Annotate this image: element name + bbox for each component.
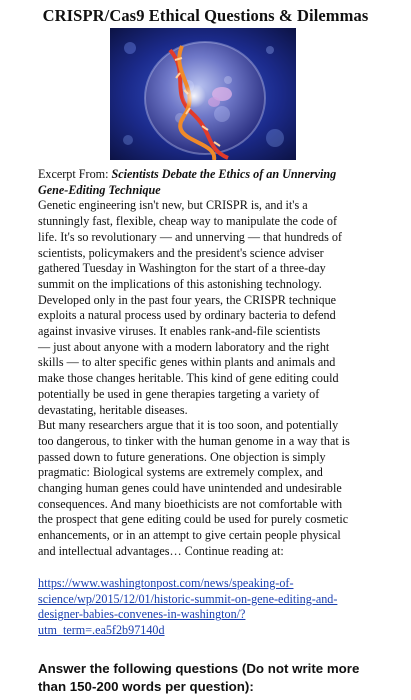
- excerpt-line: passed down to future generations. One objection is simply: [38, 449, 326, 464]
- excerpt-line: consequences. And many bioethicists are not comfortable with: [38, 496, 343, 511]
- source-link[interactable]: [38, 576, 388, 639]
- dna-cell-illustration-svg: [110, 28, 296, 160]
- excerpt-line: summit on the implications of this astonishing technology.: [38, 276, 322, 291]
- excerpt-prefix: Excerpt From:: [38, 167, 112, 181]
- excerpt-line: changing human genes could have unintended and undesirable: [38, 481, 342, 496]
- source-link-line[interactable]: https://www.washingtonpost.com/news/speaking-of-: [38, 576, 294, 590]
- excerpt-line: too dangerous, to tinker with the human genome in a way that is: [38, 433, 350, 448]
- source-link-line[interactable]: utm_term=.ea5f2b97140d: [38, 623, 165, 638]
- source-link-line[interactable]: designer-babies-convenes-in-washington/?: [38, 607, 246, 622]
- excerpt-line: make those changes heritable. This kind of gene editing could: [38, 371, 339, 386]
- question-heading: [38, 660, 398, 696]
- source-title-line1: Scientists Debate the Ethics of an Unnerving: [111, 167, 337, 181]
- excerpt-line: Genetic engineering isn't new, but CRISPR is, and it's a: [38, 198, 308, 213]
- excerpt-line: stunningly fast, flexible, cheap way to manipulate the code of: [38, 214, 338, 229]
- excerpt-line: potentially be used in gene therapies targeting a variety of: [38, 386, 320, 401]
- excerpt-line: the prospect that gene editing could be used for purely cosmetic: [38, 512, 349, 527]
- dna-cell-illustration: [110, 28, 296, 160]
- source-title-line2: Gene-Editing Technique: [38, 182, 161, 197]
- excerpt-line: skills — to alter specific genes within plants and animals and: [38, 355, 336, 370]
- excerpt-line: But many researchers argue that it is too soon, and potentially: [38, 418, 339, 433]
- excerpt-line: Developed only in the past four years, the CRISPR technique: [38, 292, 337, 307]
- excerpt-body: [38, 167, 388, 560]
- page-title: CRISPR/Cas9 Ethical Questions & Dilemmas: [42, 6, 369, 25]
- excerpt-line: exploits a natural process used by ordinary bacteria to defend: [38, 308, 336, 323]
- source-title-line2-row: [38, 183, 388, 199]
- excerpt-line: pragmatic: Biological systems are extremely complex, and: [38, 465, 323, 480]
- source-link-line[interactable]: science/wp/2015/12/01/historic-summit-on-gene-editing-and-: [38, 591, 338, 606]
- excerpt-line: against invasive viruses. It enables rank-and-file scientists: [38, 324, 321, 339]
- excerpt-line: enhancements, or in an attempt to give certain people physical: [38, 528, 341, 543]
- excerpt-line: scientists, policymakers and the president's science adviser: [38, 245, 324, 260]
- excerpt-line: — just about anyone with a modern laboratory and the right: [38, 339, 330, 354]
- excerpt-line: devastating, heritable diseases.: [38, 402, 188, 417]
- excerpt-line: life. It's so revolutionary — and unnerving — that hundreds of: [38, 229, 342, 244]
- question-line: Answer the following questions (Do not write more: [38, 661, 360, 676]
- excerpt-line: gathered Tuesday in Washington for the start of a three-day: [38, 261, 326, 276]
- excerpt-line: and intellectual advantages… Continue reading at:: [38, 543, 284, 558]
- question-line: than 150-200 words per question):: [38, 679, 254, 694]
- excerpt-source-line: [38, 167, 388, 183]
